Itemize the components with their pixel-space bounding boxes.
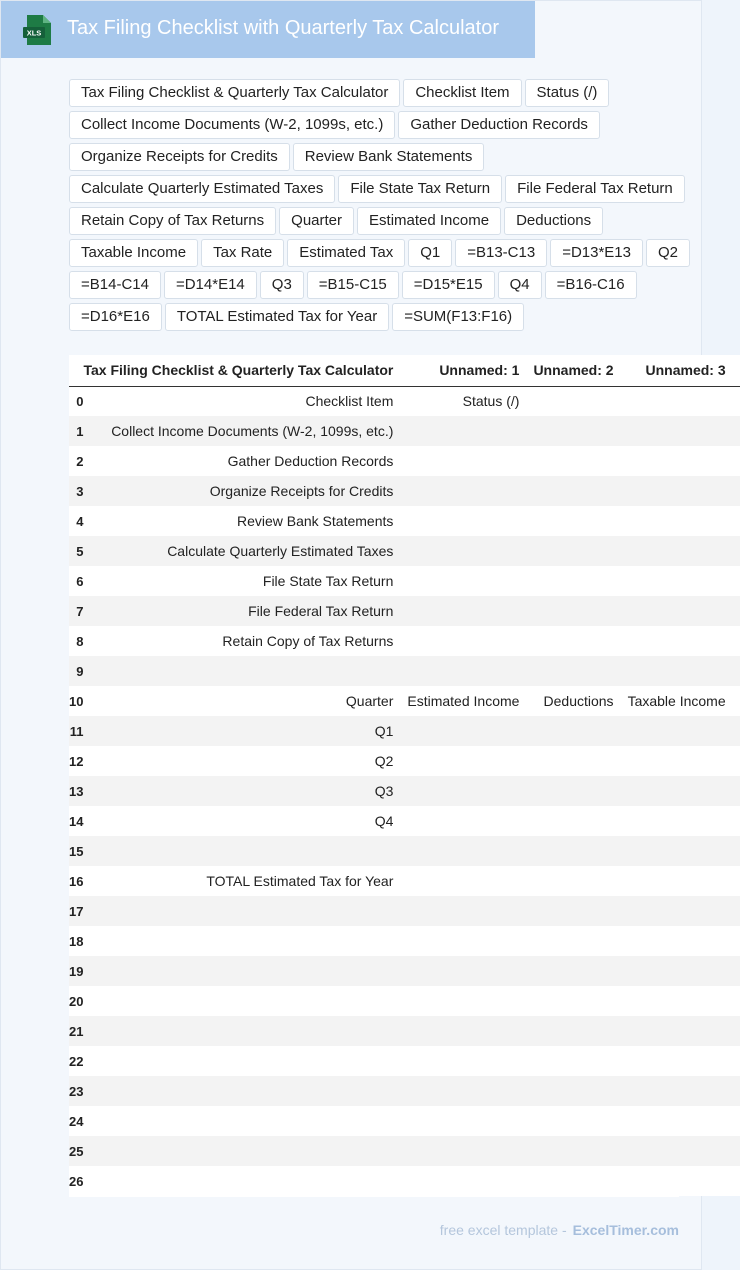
table-cell — [407, 1046, 533, 1076]
table-cell — [628, 566, 740, 596]
keyword-tag[interactable]: =B15-C15 — [307, 271, 399, 299]
table-cell — [83, 896, 407, 926]
row-index: 15 — [69, 836, 83, 866]
row-index: 4 — [69, 506, 83, 536]
row-index: 20 — [69, 986, 83, 1016]
table-cell — [407, 566, 533, 596]
table-row — [69, 716, 740, 746]
table-cell — [83, 836, 407, 866]
table-cell — [533, 986, 627, 1016]
keyword-tag[interactable]: =D13*E13 — [550, 239, 643, 267]
table-cell — [407, 956, 533, 986]
table-cell — [628, 746, 740, 776]
table-row — [69, 1106, 740, 1136]
table-row — [69, 1046, 740, 1076]
table-cell: Retain Copy of Tax Returns — [83, 626, 407, 656]
table-row — [69, 416, 740, 446]
table-cell: Q2 — [83, 746, 407, 776]
table-cell — [628, 716, 740, 746]
row-index: 17 — [69, 896, 83, 926]
table-cell — [407, 1076, 533, 1106]
table-cell — [407, 416, 533, 446]
table-cell — [628, 956, 740, 986]
table-cell: Gather Deduction Records — [83, 446, 407, 476]
table-cell — [628, 836, 740, 866]
table-cell — [628, 626, 740, 656]
column-header — [69, 355, 83, 386]
table-cell: Q3 — [83, 776, 407, 806]
table-cell — [533, 596, 627, 626]
table-cell — [83, 1136, 407, 1166]
table-cell — [628, 506, 740, 536]
column-header: Unnamed: 3 — [628, 355, 740, 386]
keyword-tag[interactable]: =D15*E15 — [402, 271, 495, 299]
table-cell — [407, 506, 533, 536]
table-cell: File Federal Tax Return — [83, 596, 407, 626]
table-row — [69, 1136, 740, 1166]
row-index: 19 — [69, 956, 83, 986]
table-cell — [628, 1076, 740, 1106]
table-cell — [407, 866, 533, 896]
keyword-tag[interactable]: TOTAL Estimated Tax for Year — [165, 303, 389, 331]
table-cell — [533, 656, 627, 686]
table-cell — [407, 536, 533, 566]
keyword-tag[interactable]: Q3 — [260, 271, 304, 299]
keyword-tag[interactable]: =B13-C13 — [455, 239, 547, 267]
footer — [440, 1222, 679, 1238]
table-cell — [628, 866, 740, 896]
row-index: 10 — [69, 686, 83, 716]
row-index: 8 — [69, 626, 83, 656]
table-cell: Review Bank Statements — [83, 506, 407, 536]
table-cell — [533, 776, 627, 806]
table-cell — [533, 806, 627, 836]
table-cell — [628, 1046, 740, 1076]
table-cell: Collect Income Documents (W-2, 1099s, etc.) — [83, 416, 407, 446]
table-cell: File State Tax Return — [83, 566, 407, 596]
table-cell — [407, 986, 533, 1016]
row-index: 0 — [69, 386, 83, 416]
footer-prefix: free excel template - — [439, 1222, 567, 1238]
keyword-tag[interactable]: Organize Receipts for Credits — [69, 143, 290, 171]
table-cell — [533, 1046, 627, 1076]
table-cell — [628, 1136, 740, 1166]
data-table-container[interactable] — [69, 355, 726, 1197]
table-cell — [407, 1166, 533, 1196]
table-cell — [628, 596, 740, 626]
table-cell — [407, 656, 533, 686]
table-cell — [533, 566, 627, 596]
table-cell — [407, 926, 533, 956]
table-row — [69, 746, 740, 776]
column-header: Unnamed: 2 — [533, 355, 627, 386]
table-row — [69, 536, 740, 566]
footer-brand-link[interactable]: ExcelTimer.com — [572, 1222, 679, 1238]
column-header: Unnamed: 1 — [407, 355, 533, 386]
table-cell — [83, 956, 407, 986]
table-row — [69, 446, 740, 476]
keyword-tag[interactable]: =D14*E14 — [164, 271, 257, 299]
keyword-tag[interactable]: Q4 — [498, 271, 542, 299]
table-cell: TOTAL Estimated Tax for Year — [83, 866, 407, 896]
row-index: 24 — [69, 1106, 83, 1136]
keyword-tag[interactable]: Review Bank Statements — [293, 143, 485, 171]
row-index: 5 — [69, 536, 83, 566]
table-cell — [533, 866, 627, 896]
table-cell — [83, 1166, 407, 1196]
table-cell — [533, 716, 627, 746]
title-banner — [1, 1, 535, 58]
table-cell — [407, 476, 533, 506]
table-cell — [533, 1166, 627, 1196]
table-row — [69, 926, 740, 956]
table-cell: Quarter — [83, 686, 407, 716]
table-cell — [533, 1136, 627, 1166]
keyword-tag[interactable]: Checklist Item — [403, 79, 521, 107]
table-row — [69, 566, 740, 596]
column-header: Tax Filing Checklist & Quarterly Tax Calculator — [83, 355, 407, 386]
keyword-tag[interactable]: Calculate Quarterly Estimated Taxes — [69, 175, 335, 203]
table-cell — [407, 806, 533, 836]
table-row — [69, 1166, 740, 1196]
keyword-tag[interactable]: Q2 — [646, 239, 690, 267]
row-index: 2 — [69, 446, 83, 476]
table-cell — [628, 656, 740, 686]
table-cell — [628, 1166, 740, 1196]
table-cell — [628, 806, 740, 836]
keyword-tag[interactable]: =B16-C16 — [545, 271, 637, 299]
table-cell — [407, 746, 533, 776]
table-cell: Organize Receipts for Credits — [83, 476, 407, 506]
table-row — [69, 596, 740, 626]
table-cell: Q1 — [83, 716, 407, 746]
keyword-tag[interactable]: Tax Filing Checklist & Quarterly Tax Calculator — [69, 79, 400, 107]
keyword-tag[interactable]: Estimated Income — [357, 207, 501, 235]
table-cell: Calculate Quarterly Estimated Taxes — [83, 536, 407, 566]
row-index: 12 — [69, 746, 83, 776]
table-cell — [533, 1016, 627, 1046]
keyword-tag[interactable]: Tax Rate — [201, 239, 284, 267]
table-cell: Status (/) — [407, 386, 533, 416]
row-index: 6 — [69, 566, 83, 596]
keyword-tag[interactable]: Estimated Tax — [287, 239, 405, 267]
row-index: 21 — [69, 1016, 83, 1046]
table-cell — [407, 1136, 533, 1166]
page-title: Tax Filing Checklist with Quarterly Tax Calculator — [67, 17, 500, 39]
table-cell — [628, 386, 740, 416]
row-index: 25 — [69, 1136, 83, 1166]
table-cell — [628, 446, 740, 476]
table-cell — [628, 1016, 740, 1046]
table-row — [69, 986, 740, 1016]
table-row — [69, 686, 740, 716]
data-table — [69, 355, 740, 1196]
table-cell — [533, 416, 627, 446]
row-index: 9 — [69, 656, 83, 686]
table-cell — [533, 536, 627, 566]
row-index: 7 — [69, 596, 83, 626]
table-cell — [533, 386, 627, 416]
row-index: 16 — [69, 866, 83, 896]
table-cell: Taxable Income — [628, 686, 740, 716]
table-cell — [533, 506, 627, 536]
keyword-tag[interactable]: Retain Copy of Tax Returns — [69, 207, 276, 235]
keyword-tag[interactable]: Collect Income Documents (W-2, 1099s, etc.) — [69, 111, 395, 139]
keyword-tag[interactable]: Status (/) — [525, 79, 610, 107]
keyword-tag[interactable]: File State Tax Return — [338, 175, 502, 203]
table-cell — [533, 446, 627, 476]
row-index: 23 — [69, 1076, 83, 1106]
keyword-tag[interactable]: =D16*E16 — [69, 303, 162, 331]
table-cell — [628, 536, 740, 566]
svg-text:XLS: XLS — [26, 28, 42, 38]
table-cell — [533, 626, 627, 656]
keyword-tag[interactable]: Gather Deduction Records — [398, 111, 600, 139]
table-cell: Checklist Item — [83, 386, 407, 416]
table-row — [69, 806, 740, 836]
table-cell — [83, 1046, 407, 1076]
row-index: 11 — [69, 716, 83, 746]
table-cell — [83, 1016, 407, 1046]
table-cell — [533, 476, 627, 506]
table-cell — [407, 626, 533, 656]
table-cell — [533, 746, 627, 776]
table-row — [69, 836, 740, 866]
table-cell: Estimated Income — [407, 686, 533, 716]
keyword-tag[interactable]: Deductions — [504, 207, 603, 235]
table-row — [69, 656, 740, 686]
table-cell — [628, 416, 740, 446]
table-cell — [407, 836, 533, 866]
table-cell — [533, 1106, 627, 1136]
table-cell — [407, 1106, 533, 1136]
table-row — [69, 956, 740, 986]
row-index: 18 — [69, 926, 83, 956]
table-row — [69, 776, 740, 806]
table-cell — [407, 896, 533, 926]
table-cell — [83, 1076, 407, 1106]
table-cell — [628, 926, 740, 956]
table-cell — [533, 1076, 627, 1106]
row-index: 13 — [69, 776, 83, 806]
table-cell — [628, 776, 740, 806]
table-cell — [628, 986, 740, 1016]
table-cell — [628, 1106, 740, 1136]
table-cell — [83, 656, 407, 686]
table-body — [69, 386, 740, 1196]
table-cell — [533, 926, 627, 956]
table-header-row — [69, 355, 740, 386]
table-cell — [83, 1106, 407, 1136]
keyword-tag[interactable]: Q1 — [408, 239, 452, 267]
keyword-tags — [69, 79, 699, 331]
keyword-tag[interactable]: Quarter — [279, 207, 354, 235]
table-row — [69, 506, 740, 536]
table-row — [69, 386, 740, 416]
xls-file-icon — [23, 15, 51, 45]
row-index: 3 — [69, 476, 83, 506]
table-cell — [407, 1016, 533, 1046]
keyword-tag[interactable]: Taxable Income — [69, 239, 198, 267]
table-row — [69, 866, 740, 896]
row-index: 14 — [69, 806, 83, 836]
keyword-tag[interactable]: =B14-C14 — [69, 271, 161, 299]
table-cell — [407, 776, 533, 806]
table-cell — [533, 896, 627, 926]
table-row — [69, 626, 740, 656]
table-cell — [533, 836, 627, 866]
table-cell — [628, 476, 740, 506]
table-cell — [533, 956, 627, 986]
table-cell — [407, 716, 533, 746]
table-cell — [407, 596, 533, 626]
table-cell — [83, 986, 407, 1016]
table-cell — [83, 926, 407, 956]
table-cell: Q4 — [83, 806, 407, 836]
table-row — [69, 1016, 740, 1046]
row-index: 26 — [69, 1166, 83, 1196]
keyword-tag[interactable]: File Federal Tax Return — [505, 175, 685, 203]
table-cell — [407, 446, 533, 476]
row-index: 22 — [69, 1046, 83, 1076]
keyword-tag[interactable]: =SUM(F13:F16) — [392, 303, 524, 331]
table-row — [69, 476, 740, 506]
table-row — [69, 1076, 740, 1106]
table-cell: Deductions — [533, 686, 627, 716]
table-cell — [628, 896, 740, 926]
row-index: 1 — [69, 416, 83, 446]
table-row — [69, 896, 740, 926]
